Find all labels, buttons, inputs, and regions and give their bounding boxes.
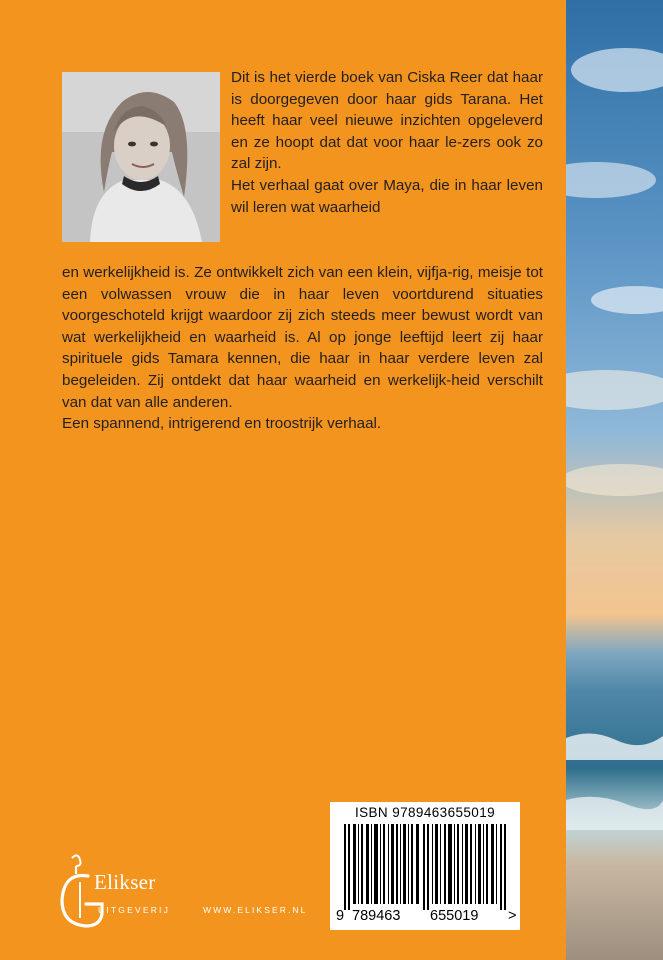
barcode-digits-group-2: 655019 [430, 908, 479, 924]
text-block-full-width [62, 262, 543, 435]
barcode-digit-first: 9 [336, 908, 345, 924]
barcode-digits-group-1: 789463 [352, 908, 401, 924]
author-photo [62, 72, 220, 242]
intro-paragraph: Dit is het vierde boek van Ciska Reer dat haar is doorgegeven door haar gids Tarana. Het heeft haar veel nieuwe inzichten opgeleverd en ze hoopt dat dat voor haar le-zers ook zo zal zijn. [231, 69, 543, 173]
publisher-name: Elikser [94, 870, 156, 894]
barcode-end-marker: > [508, 908, 517, 924]
publisher-website[interactable]: WWW.ELIKSER.NL [203, 905, 308, 915]
story-paragraph-continued: en werkelijkheid is. Ze ontwikkelt zich van een klein, vijfja-rig, meisje tot een volwassen vrouw die in haar leven voortdurend situaties voorgeschoteld krijgt waardoor zij zich steeds meer bewust wordt van wat werkelijkheid en waarheid is. Al op jonge leeftijd leert zij haar spirituele gids Tamara kennen, die haar in haar verdere leven zal begeleiden. Zij ontdekt dat haar waarheid en werkelijk-heid verschilt van dat van alle anderen. [62, 264, 543, 411]
text-block-beside-photo [231, 67, 543, 218]
isbn-label: ISBN 9789463655019 [354, 805, 496, 820]
barcode [344, 824, 512, 910]
publisher-subtitle: UITGEVERIJ [98, 905, 171, 915]
closing-line: Een spannend, intrigerend en troostrijk verhaal. [62, 415, 382, 433]
isbn-barcode-box [330, 802, 520, 930]
author-portrait-image [62, 72, 220, 242]
story-paragraph-start: Het verhaal gaat over Maya, die in haar leven wil leren wat waarheid [231, 176, 543, 216]
sea-sky-photo-strip [566, 0, 663, 960]
